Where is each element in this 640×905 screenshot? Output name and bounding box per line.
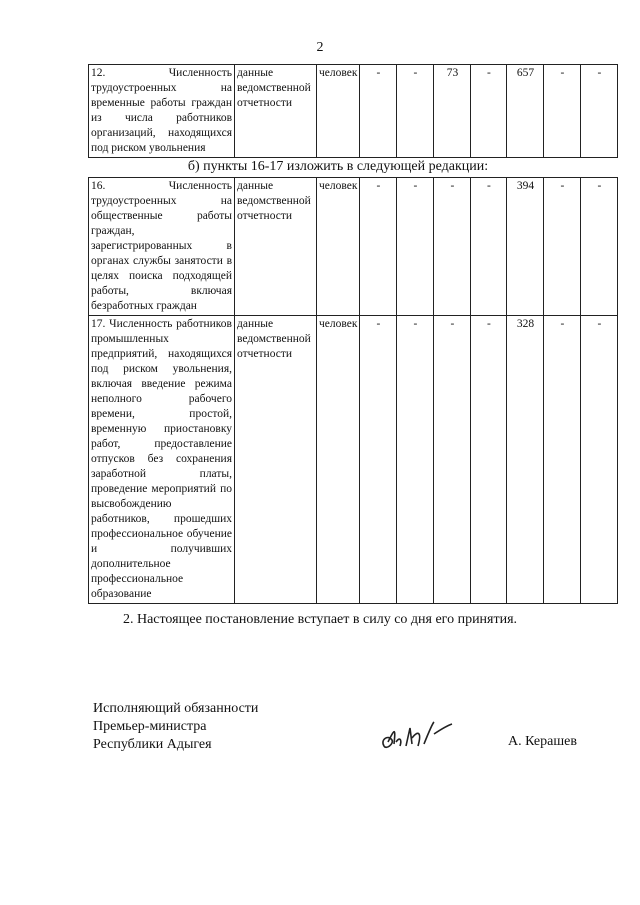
indicator-name: 16. Численность трудоустроенных на общественные работы граждан, зарегистрированных в органах службы занятости в целях поиска подходящей работы, включая безработных граждан [89, 178, 235, 316]
value-cell: - [544, 65, 581, 158]
signer-title-line1: Исполняющий обязанности [93, 701, 259, 716]
section-note: б) пункты 16-17 изложить в следующей редакции: [88, 159, 588, 175]
indicator-source: данные ведомственной отчетности [235, 316, 317, 604]
value-cell: - [360, 316, 397, 604]
value-cell: 657 [507, 65, 544, 158]
indicator-unit: человек [317, 178, 360, 316]
indicators-table-1 [88, 64, 618, 158]
value-cell: - [471, 316, 507, 604]
signer-name: А. Керашев [508, 734, 577, 749]
value-cell: - [397, 178, 434, 316]
value-cell: 394 [507, 178, 544, 316]
table-row [89, 316, 618, 604]
value-cell: - [544, 316, 581, 604]
value-cell: 328 [507, 316, 544, 604]
value-cell: - [544, 178, 581, 316]
signer-title-line3: Республики Адыгея [93, 737, 212, 752]
value-cell: - [360, 178, 397, 316]
indicator-name: 12. Численность трудоустроенных на временные работы граждан из числа работников организаций, находящихся под риском увольнения [89, 65, 235, 158]
table-row [89, 65, 618, 158]
value-cell: - [471, 65, 507, 158]
page-number: 2 [316, 40, 324, 55]
indicator-unit: человек [317, 65, 360, 158]
value-cell: - [581, 178, 618, 316]
signer-title-line2: Премьер-министра [93, 719, 207, 734]
value-cell: - [360, 65, 397, 158]
table-row [89, 178, 618, 316]
value-cell: - [581, 65, 618, 158]
value-cell: - [581, 316, 618, 604]
value-cell: 73 [434, 65, 471, 158]
value-cell: - [471, 178, 507, 316]
value-cell: - [434, 316, 471, 604]
indicators-table-2 [88, 177, 618, 604]
indicator-unit: человек [317, 316, 360, 604]
indicator-source: данные ведомственной отчетности [235, 178, 317, 316]
value-cell: - [397, 316, 434, 604]
paragraph-2: 2. Настоящее постановление вступает в силу со дня его принятия. [122, 612, 518, 627]
indicator-name: 17. Численность работников промышленных предприятий, находящихся под риском увольнения, включая введение режима неполного рабочего времени, простой, временную приостановку работ, предоставление отпусков без сохранения заработной платы, проведение мероприятий по высвобождению работников, прошедших профессиональное обучение и получивших дополнительное профессиональное образование [89, 316, 235, 604]
indicator-source: данные ведомственной отчетности [235, 65, 317, 158]
value-cell: - [397, 65, 434, 158]
signature-block [93, 700, 258, 754]
handwritten-signature [378, 716, 458, 756]
value-cell: - [434, 178, 471, 316]
